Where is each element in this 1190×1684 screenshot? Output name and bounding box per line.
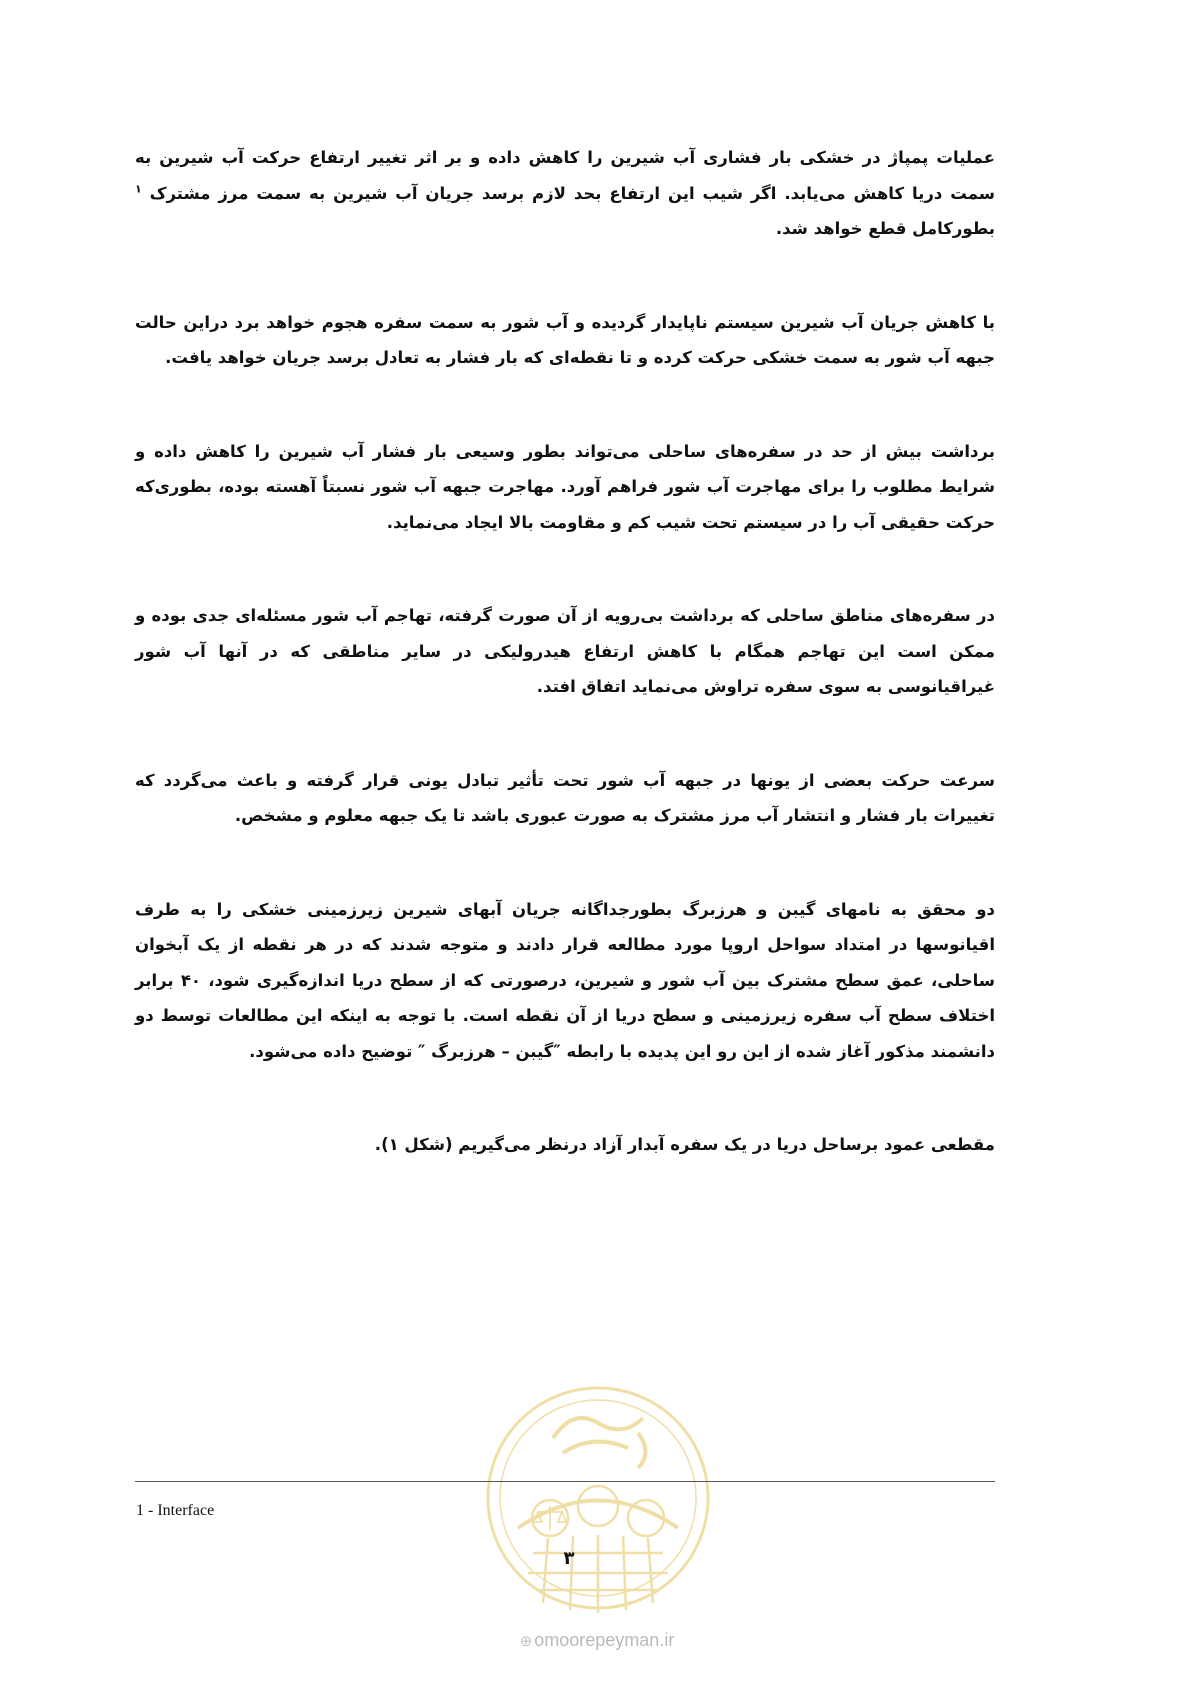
watermark-logo xyxy=(478,1378,718,1618)
footnote-divider xyxy=(135,1481,995,1482)
paragraph-2: با کاهش جریان آب شیرین سیستم ناپایدار گردیده و آب شور به سمت سفره هجوم خواهد برد دراین حالت جبهه آب شور به سمت خشکی حرکت کرده و تا نقطه‌ای که بار فشار به تعادل برسد جریان خواهد یافت. xyxy=(135,312,995,367)
paragraph-1 xyxy=(135,140,995,247)
body-text xyxy=(135,140,995,1163)
paragraph-4: در سفره‌های مناطق ساحلی که برداشت بی‌رویه از آن صورت گرفته، تهاجم آب شور مسئله‌ای جدی بوده و ممکن است این تهاجم همگام با کاهش ارتفاع هیدرولیکی در سایر مناطقی که در آنها آب شور غیراقیانوسی به سوی سفره تراوش می‌نماید اتفاق افتد. xyxy=(135,606,995,696)
paragraph-6: دو محقق به نامهای گیبن و هرزبرگ بطورجداگانه جریان آبهای شیرین زیرزمینی خشکی را به طرف اقیانوسها در امتداد سواحل اروپا مورد مطالعه قرار دادند و متوجه شدند که در هر نقطه از یک آبخوان ساحلی، عمق سطح مشترک بین آب شور و شیرین، درصورتی که از سطح دریا اندازه‌گیری شود، ۴۰ برابر اختلاف سطح آب سفره زیرزمینی و سطح دریا از آن نقطه است. با توجه به اینکه این مطالعات توسط دو دانشمند مذکور آغاز شده از این رو این پدیده با رابطه ″گیبن – هرزبرگ ″ توضیح داده می‌شود. xyxy=(135,899,996,1061)
paragraph-3: برداشت بیش از حد در سفره‌های ساحلی می‌تواند بطور وسیعی بار فشار آب شیرین را کاهش داده و شرایط مطلوب را برای مهاجرت آب شور فراهم آورد. مهاجرت جبهه آب شور نسبتاً آهسته بوده، بطوری‌که حرکت حقیقی آب را در سیستم تحت شیب کم و مقاومت بالا ایجاد می‌نماید. xyxy=(135,441,995,532)
watermark-site xyxy=(492,1630,702,1651)
page-number: ۳ xyxy=(563,1548,575,1569)
paragraph-7: مقطعی عمود برساحل دریا در یک سفره آبدار آزاد درنظر می‌گیریم (شکل ۱). xyxy=(374,1135,995,1154)
paragraph-5: سرعت حرکت بعضی از یونها در جبهه آب شور تحت تأثیر تبادل یونی قرار گرفته و باعث می‌گردد که تغییرات بار فشار و انتشار آب مرز مشترک به صورت عبوری باشد تا یک جبهه معلوم و مشخص. xyxy=(135,770,995,825)
watermark-site-text: omoorepeyman.ir xyxy=(534,1630,675,1650)
paragraph-1-text-end: بطورکامل قطع خواهد شد. xyxy=(775,219,995,238)
paragraph-1-text: عملیات پمپاژ در خشکی بار فشاری آب شیرین را کاهش داده و بر اثر تغییر ارتفاع حرکت آب شیرین به سمت دریا کاهش می‌یابد. اگر شیب این ارتفاع بحد لازم برسد جریان آب شیرین به سمت مرز مشترک xyxy=(135,148,995,203)
globe-icon: ⊕ xyxy=(519,1633,533,1650)
footnote-reference[interactable]: ۱ xyxy=(135,182,142,195)
footnote: 1 - Interface xyxy=(136,1502,215,1519)
